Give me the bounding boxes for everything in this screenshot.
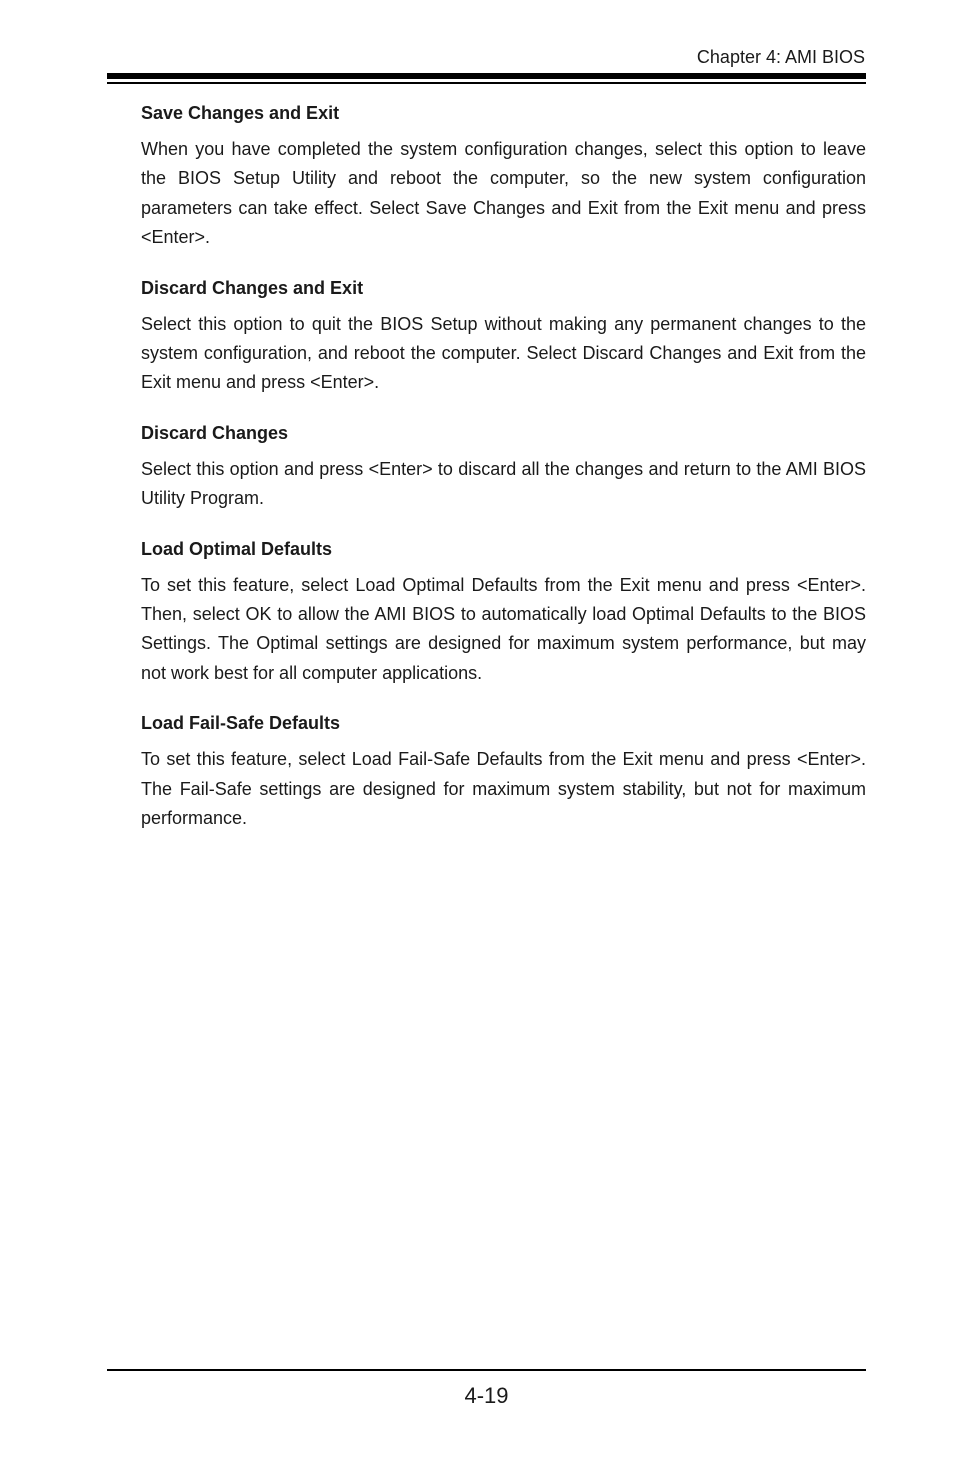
section-save-changes-and-exit (141, 101, 866, 253)
section-load-optimal-defaults (141, 537, 866, 689)
header-rule-thick (107, 73, 866, 79)
section-heading: Discard Changes and Exit (141, 277, 364, 298)
section-heading: Load Optimal Defaults (141, 538, 333, 559)
section-discard-changes-and-exit (141, 276, 866, 398)
header-rule-thin (107, 82, 866, 84)
section-heading: Save Changes and Exit (141, 103, 340, 123)
section-heading: Load Fail-Safe Defaults (141, 713, 341, 734)
section-heading: Discard Changes (141, 422, 289, 443)
section-body: To set this feature, select Load Optimal Defaults from the Exit menu and press <Enter>. Then, select OK to allow the AMI BIOS to automatically load Optimal Defaults to the BIOS Settings. The Optimal settings are designed for maximum system performance, but may not work best for all computer applications. (141, 574, 866, 683)
page-number: 4-19 (464, 1383, 509, 1408)
section-body: When you have completed the system configuration changes, select this option to leave the BIOS Setup Utility and reboot the computer, so the new system configuration parameters can take effect. Select Save Changes and Exit from the Exit menu and press <Enter>. (141, 139, 866, 248)
section-load-fail-safe-defaults (141, 711, 866, 833)
section-body: Select this option to quit the BIOS Setup without making any permanent changes to the system configuration, and reboot the computer. Select Discard Changes and Exit from the Exit menu and press <Enter>. (141, 313, 866, 393)
chapter-header: Chapter 4: AMI BIOS (696, 47, 865, 67)
section-discard-changes (141, 421, 866, 514)
page-content (141, 101, 866, 857)
footer-rule (107, 1369, 866, 1371)
section-body: Select this option and press <Enter> to discard all the changes and return to the AMI BIOS Utility Program. (141, 458, 866, 509)
section-body: To set this feature, select Load Fail-Safe Defaults from the Exit menu and press <Enter>. The Fail-Safe settings are designed for maximum system stability, but not for maximum performance. (141, 749, 866, 829)
